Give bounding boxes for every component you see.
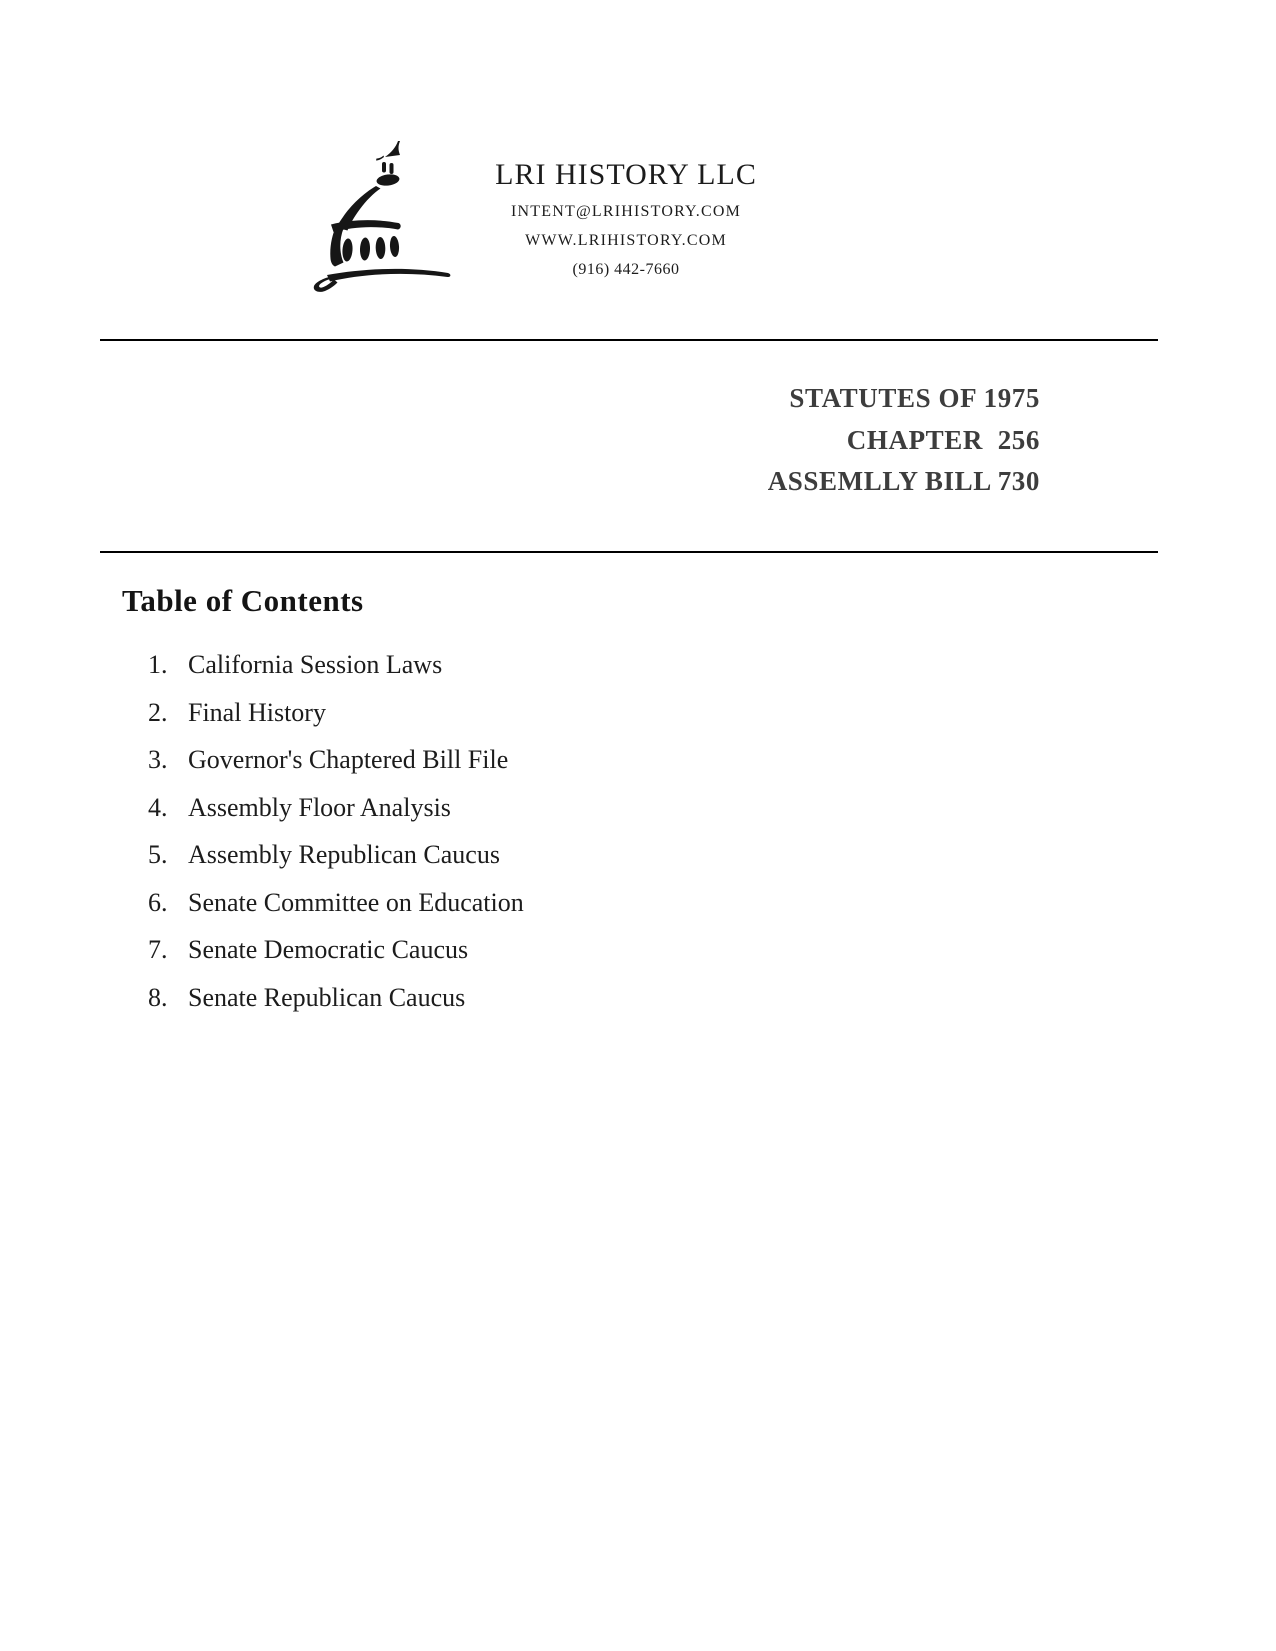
company-website: WWW.LRIHISTORY.COM bbox=[525, 232, 727, 249]
letterhead bbox=[453, 156, 799, 280]
company-phone: (916) 442-7660 bbox=[572, 261, 680, 278]
toc-item-number: 2. bbox=[148, 697, 168, 727]
divider-rule-top bbox=[100, 339, 1158, 341]
assembly-bill-line: ASSEMLLY BILL 730 bbox=[767, 466, 1040, 496]
company-email: INTENT@LRIHISTORY.COM bbox=[510, 203, 742, 220]
divider-rule-bottom bbox=[100, 551, 1158, 553]
toc-item-label: Senate Republican Caucus bbox=[188, 982, 466, 1012]
chapter-line: CHAPTER 256 bbox=[846, 424, 1040, 455]
toc-list bbox=[148, 651, 524, 1012]
toc-item-label: Assembly Republican Caucus bbox=[188, 840, 500, 869]
toc-item-number: 6. bbox=[148, 887, 168, 917]
capitol-dome-icon bbox=[303, 136, 455, 294]
statutes-line: STATUTES OF 1975 bbox=[789, 383, 1040, 413]
toc-item-8 bbox=[148, 984, 524, 1013]
toc-item-1 bbox=[148, 651, 524, 680]
toc-item-label: Assembly Floor Analysis bbox=[188, 792, 451, 822]
toc-item-label: Final History bbox=[188, 697, 326, 727]
statutes-title-block bbox=[768, 378, 1040, 503]
toc-item-number: 5. bbox=[148, 840, 168, 869]
toc-item-number: 7. bbox=[148, 935, 168, 964]
toc-item-5 bbox=[148, 841, 524, 870]
toc-item-label: Senate Democratic Caucus bbox=[188, 935, 469, 964]
toc-item-number: 1. bbox=[148, 650, 168, 679]
toc-item-label: Senate Committee on Education bbox=[188, 887, 524, 917]
toc-item-label: California Session Laws bbox=[188, 650, 443, 679]
toc-item-label: Governor's Chaptered Bill File bbox=[188, 745, 509, 774]
toc-item-4 bbox=[148, 794, 524, 823]
toc-item-number: 3. bbox=[148, 745, 168, 774]
company-name: LRI HISTORY LLC bbox=[495, 158, 757, 191]
toc-item-2 bbox=[148, 699, 524, 728]
toc-item-6 bbox=[148, 889, 524, 918]
toc-heading: Table of Contents bbox=[122, 583, 364, 618]
toc-item-number: 4. bbox=[148, 792, 168, 822]
toc-item-7 bbox=[148, 936, 524, 965]
toc-item-number: 8. bbox=[148, 982, 168, 1012]
toc-item-3 bbox=[148, 746, 524, 775]
